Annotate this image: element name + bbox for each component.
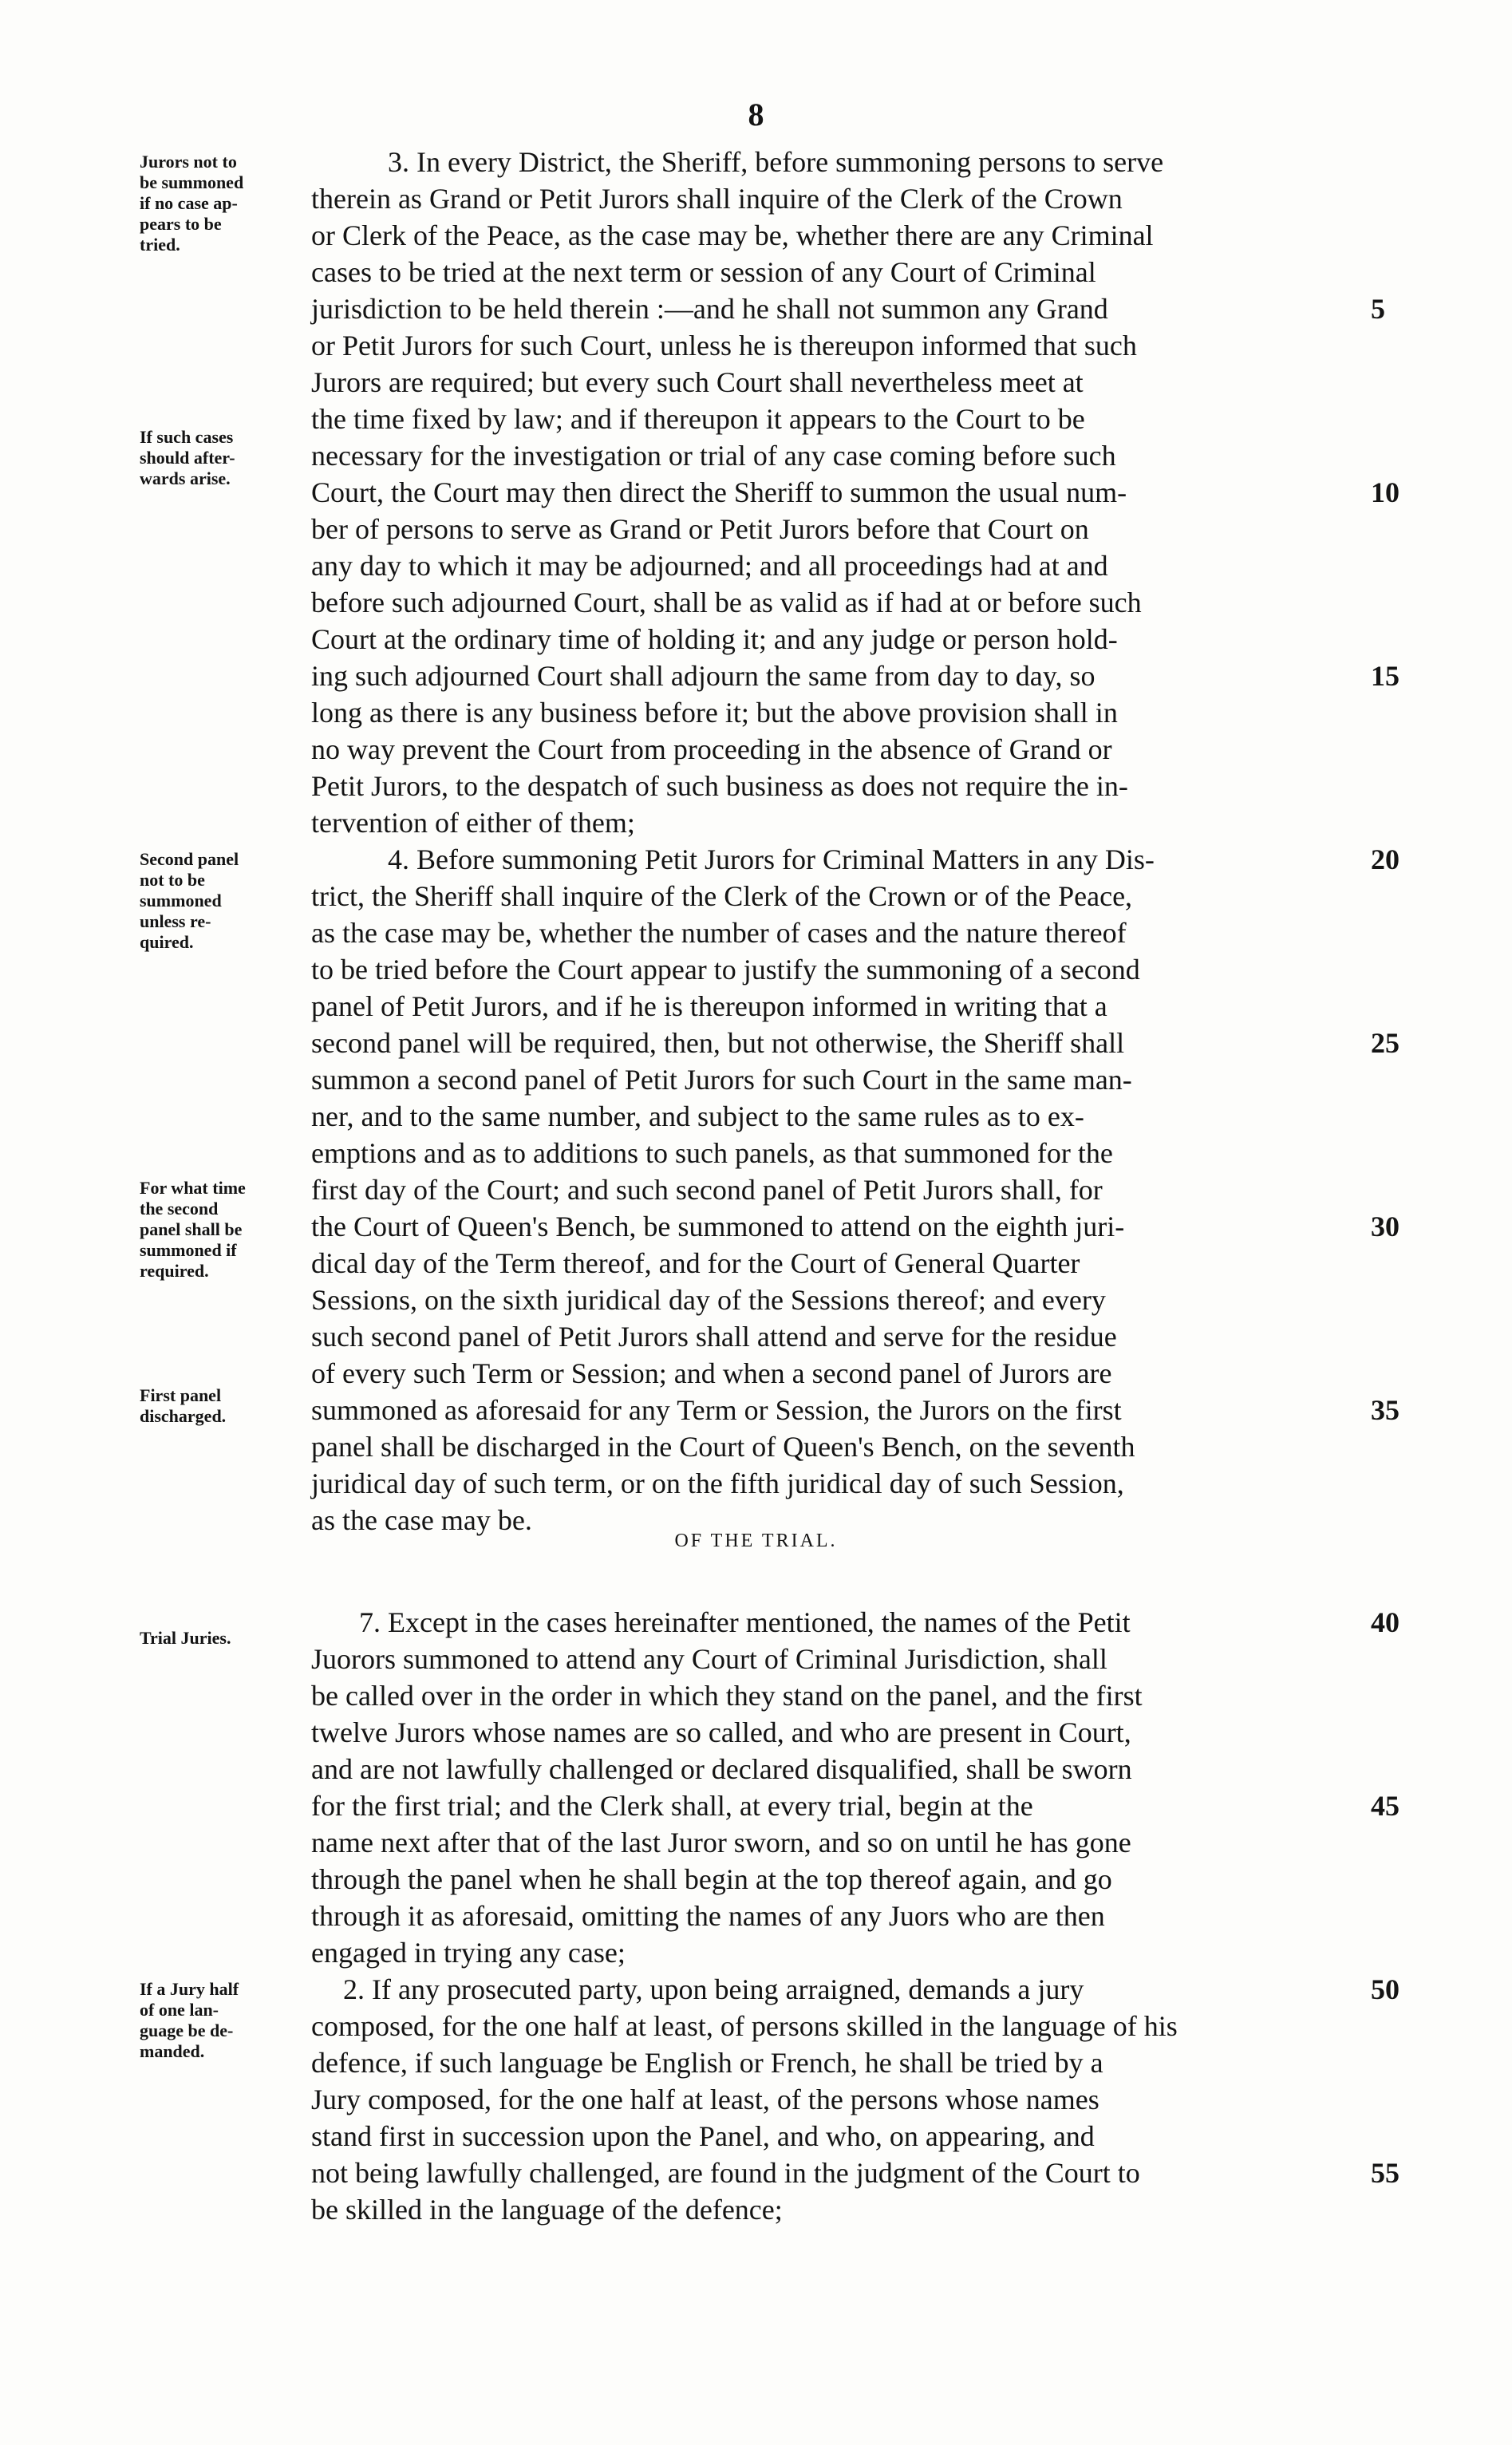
margin-note-line: unless re- — [140, 911, 211, 931]
margin-note-line: required. — [140, 1261, 209, 1281]
text-line — [311, 474, 1399, 511]
text-line — [311, 364, 1163, 401]
text-block-2 — [311, 1604, 1399, 2228]
text-line — [311, 254, 1163, 290]
text-line — [311, 2191, 1178, 2228]
line-number: 15 — [1371, 660, 1399, 692]
text-line-content: through it as aforesaid, omitting the names of any Juors who are then — [311, 1900, 1105, 1932]
margin-note-line: wards arise. — [140, 468, 231, 488]
margin-note-jurors-not-summoned — [140, 152, 323, 255]
text-line — [311, 1861, 1178, 1898]
text-line-content: 7. Except in the cases hereinafter mentioned, the names of the Petit — [359, 1606, 1131, 1638]
line-number: 30 — [1371, 1211, 1399, 1242]
text-line — [311, 1934, 1178, 1971]
margin-note-line: Jurors not to — [140, 152, 237, 172]
text-line — [311, 144, 1163, 180]
text-line — [311, 878, 1163, 914]
text-line — [311, 327, 1163, 364]
text-line — [311, 2081, 1178, 2118]
text-line — [311, 988, 1163, 1025]
text-line — [311, 1318, 1163, 1355]
text-line-content: composed, for the one half at least, of persons skilled in the language of his — [311, 2010, 1178, 2042]
text-line — [311, 1061, 1163, 1098]
text-line — [311, 2008, 1178, 2044]
line-number: 55 — [1371, 2157, 1399, 2189]
text-line-content: as the case may be, whether the number of cases and the nature thereof — [311, 917, 1127, 949]
text-line — [311, 841, 1399, 878]
text-line-content: summon a second panel of Petit Jurors for such Court in the same man- — [311, 1064, 1132, 1096]
text-line-content: Petit Jurors, to the despatch of such business as does not require the in- — [311, 770, 1128, 802]
margin-note-line: if no case ap- — [140, 193, 238, 213]
text-line — [311, 180, 1163, 217]
margin-note-line: If such cases — [140, 427, 234, 447]
margin-note-line: Second panel — [140, 849, 239, 869]
text-line-content: any day to which it may be adjourned; and all proceedings had at and — [311, 550, 1108, 582]
margin-note-line: discharged. — [140, 1406, 227, 1426]
margin-note-line: pears to be — [140, 214, 222, 234]
text-line-content: for the first trial; and the Clerk shall, at every trial, begin at the — [311, 1790, 1033, 1822]
text-line-content: engaged in trying any case; — [311, 1937, 626, 1969]
margin-note-second-panel — [140, 849, 323, 953]
text-line — [311, 1025, 1399, 1061]
text-line-content: Jury composed, for the one half at least, of the persons whose names — [311, 2084, 1099, 2115]
text-line — [311, 694, 1163, 731]
text-line-content: Jurors are required; but every such Court shall nevertheless meet at — [311, 366, 1084, 398]
margin-note-line: of one lan- — [140, 2000, 219, 2020]
text-line-content: necessary for the investigation or trial of any case coming before such — [311, 440, 1116, 472]
text-line-content: ber of persons to serve as Grand or Petit Jurors before that Court on — [311, 513, 1089, 545]
section-heading: OF THE TRIAL. — [674, 1531, 838, 1551]
text-line — [311, 1502, 1163, 1538]
margin-note-line: If a Jury half — [140, 1979, 239, 1999]
text-line — [311, 547, 1163, 584]
text-line-content: not being lawfully challenged, are found in the judgment of the Court to — [311, 2157, 1140, 2189]
text-line-content: 4. Before summoning Petit Jurors for Criminal Matters in any Dis- — [388, 843, 1155, 875]
text-line-content: twelve Jurors whose names are so called, and who are present in Court, — [311, 1716, 1131, 1748]
text-line — [311, 1604, 1399, 1641]
margin-note-line: panel shall be — [140, 1219, 243, 1239]
text-line — [311, 658, 1399, 694]
text-line-content: long as there is any business before it; but the above provision shall in — [311, 697, 1118, 729]
margin-note-line: For what time — [140, 1178, 246, 1198]
text-line-content: as the case may be. — [311, 1504, 532, 1536]
text-line-content: panel of Petit Jurors, and if he is thereupon informed in writing that a — [311, 990, 1107, 1022]
text-line-content: second panel will be required, then, but not otherwise, the Sheriff shall — [311, 1027, 1125, 1059]
margin-note-line: Trial Juries. — [140, 1628, 231, 1648]
margin-note-line: not to be — [140, 870, 205, 890]
text-line-content: dical day of the Term thereof, and for the Court of General Quarter — [311, 1247, 1080, 1279]
text-line — [311, 2044, 1178, 2081]
text-line — [311, 1245, 1163, 1282]
text-line — [311, 1641, 1178, 1677]
text-line-content: summoned as aforesaid for any Term or Session, the Jurors on the first — [311, 1394, 1122, 1426]
text-line — [311, 1355, 1163, 1392]
text-line-content: Sessions, on the sixth juridical day of the Sessions thereof; and every — [311, 1284, 1106, 1316]
text-line-content: trict, the Sheriff shall inquire of the Clerk of the Crown or of the Peace, — [311, 880, 1133, 912]
text-line — [311, 1971, 1399, 2008]
text-line — [311, 1677, 1178, 1714]
text-line — [311, 1787, 1399, 1824]
text-line — [311, 2118, 1178, 2155]
margin-note-trial-juries — [140, 1628, 323, 1649]
text-line — [311, 1392, 1399, 1428]
margin-note-line: quired. — [140, 932, 194, 952]
text-line — [311, 914, 1163, 951]
text-line — [311, 401, 1163, 437]
text-line-content: therein as Grand or Petit Jurors shall inquire of the Clerk of the Crown — [311, 183, 1123, 215]
margin-note-line: tried. — [140, 235, 180, 255]
margin-note-line: First panel — [140, 1385, 222, 1405]
text-line-content: Court at the ordinary time of holding it; and any judge or person hold- — [311, 623, 1118, 655]
text-line-content: first day of the Court; and such second panel of Petit Jurors shall, for — [311, 1174, 1103, 1206]
text-line-content: name next after that of the last Juror sworn, and so on until he has gone — [311, 1827, 1131, 1858]
text-line-content: cases to be tried at the next term or session of any Court of Criminal — [311, 256, 1096, 288]
margin-note-line: should after- — [140, 448, 235, 468]
margin-note-line: guage be de- — [140, 2020, 234, 2040]
text-line — [311, 731, 1163, 768]
text-line-content: Court, the Court may then direct the Sheriff to summon the usual num- — [311, 476, 1127, 508]
text-line-content: jurisdiction to be held therein :—and he shall not summon any Grand — [311, 293, 1108, 325]
text-line-content: be skilled in the language of the defence; — [311, 2194, 783, 2226]
line-number: 40 — [1371, 1606, 1399, 1638]
text-line — [311, 804, 1163, 841]
text-line-content: and are not lawfully challenged or declared disqualified, shall be sworn — [311, 1753, 1132, 1785]
text-line — [311, 951, 1163, 988]
text-line — [311, 1751, 1178, 1787]
line-number: 5 — [1371, 293, 1385, 325]
text-line-content: to be tried before the Court appear to justify the summoning of a second — [311, 954, 1140, 986]
text-line-content: defence, if such language be English or French, he shall be tried by a — [311, 2047, 1103, 2079]
text-line-content: tervention of either of them; — [311, 807, 635, 839]
line-number: 50 — [1371, 1973, 1399, 2005]
text-line-content: such second panel of Petit Jurors shall attend and serve for the residue — [311, 1321, 1117, 1353]
text-block-1 — [311, 144, 1399, 1538]
text-line-content: 2. If any prosecuted party, upon being arraigned, demands a jury — [343, 1973, 1084, 2005]
text-line — [311, 1098, 1163, 1135]
text-line — [311, 511, 1163, 547]
text-line-content: emptions and as to additions to such panels, as that summoned for the — [311, 1137, 1113, 1169]
text-line — [311, 1465, 1163, 1502]
text-line-content: stand first in succession upon the Panel, and who, on appearing, and — [311, 2120, 1095, 2152]
text-line — [311, 290, 1385, 327]
margin-note-line: summoned — [140, 891, 222, 910]
text-line-content: juridical day of such term, or on the fifth juridical day of such Session, — [311, 1467, 1124, 1499]
text-line — [311, 1428, 1163, 1465]
text-line — [311, 768, 1163, 804]
text-line-content: or Petit Jurors for such Court, unless he is thereupon informed that such — [311, 330, 1137, 361]
text-line-content: the time fixed by law; and if thereupon it appears to the Court to be — [311, 403, 1085, 435]
text-line-content: panel shall be discharged in the Court of Queen's Bench, on the seventh — [311, 1431, 1135, 1463]
text-line — [311, 2155, 1399, 2191]
text-line-content: no way prevent the Court from proceeding in the absence of Grand or — [311, 733, 1112, 765]
text-line-content: Juorors summoned to attend any Court of Criminal Jurisdiction, shall — [311, 1643, 1107, 1675]
text-line-content: or Clerk of the Peace, as the case may be, whether there are any Criminal — [311, 219, 1154, 251]
text-line — [311, 1282, 1163, 1318]
text-line — [311, 1898, 1178, 1934]
page-number: 8 — [748, 97, 764, 132]
margin-note-if-such-cases — [140, 427, 323, 489]
line-number: 10 — [1371, 476, 1399, 508]
text-line — [311, 1171, 1163, 1208]
text-line — [311, 1208, 1399, 1245]
margin-note-line: the second — [140, 1199, 219, 1219]
margin-note-line: summoned if — [140, 1240, 237, 1260]
line-number: 35 — [1371, 1394, 1399, 1426]
text-line — [311, 1824, 1178, 1861]
text-line — [311, 1714, 1178, 1751]
text-line-content: through the panel when he shall begin at the top thereof again, and go — [311, 1863, 1112, 1895]
text-line-content: the Court of Queen's Bench, be summoned to attend on the eighth juri- — [311, 1211, 1125, 1242]
margin-note-first-panel — [140, 1385, 323, 1427]
text-line-content: before such adjourned Court, shall be as valid as if had at or before such — [311, 587, 1142, 618]
text-line-content: of every such Term or Session; and when a second panel of Jurors are — [311, 1357, 1112, 1389]
text-line-content: ner, and to the same number, and subject to the same rules as to ex- — [311, 1100, 1084, 1132]
text-line-content: 3. In every District, the Sheriff, before summoning persons to serve — [388, 146, 1164, 178]
line-number: 20 — [1371, 843, 1399, 875]
text-line — [311, 621, 1163, 658]
margin-note-line: be summoned — [140, 172, 244, 192]
text-line — [311, 584, 1163, 621]
margin-note-jury-half-language — [140, 1979, 323, 2062]
text-line — [311, 1135, 1163, 1171]
margin-note-line: manded. — [140, 2041, 205, 2061]
line-number: 25 — [1371, 1027, 1399, 1059]
text-line-content: be called over in the order in which they stand on the panel, and the first — [311, 1680, 1143, 1712]
text-line — [311, 217, 1163, 254]
line-number: 45 — [1371, 1790, 1399, 1822]
margin-note-for-what-time — [140, 1178, 323, 1282]
text-line-content: ing such adjourned Court shall adjourn the same from day to day, so — [311, 660, 1096, 692]
text-line — [311, 437, 1163, 474]
